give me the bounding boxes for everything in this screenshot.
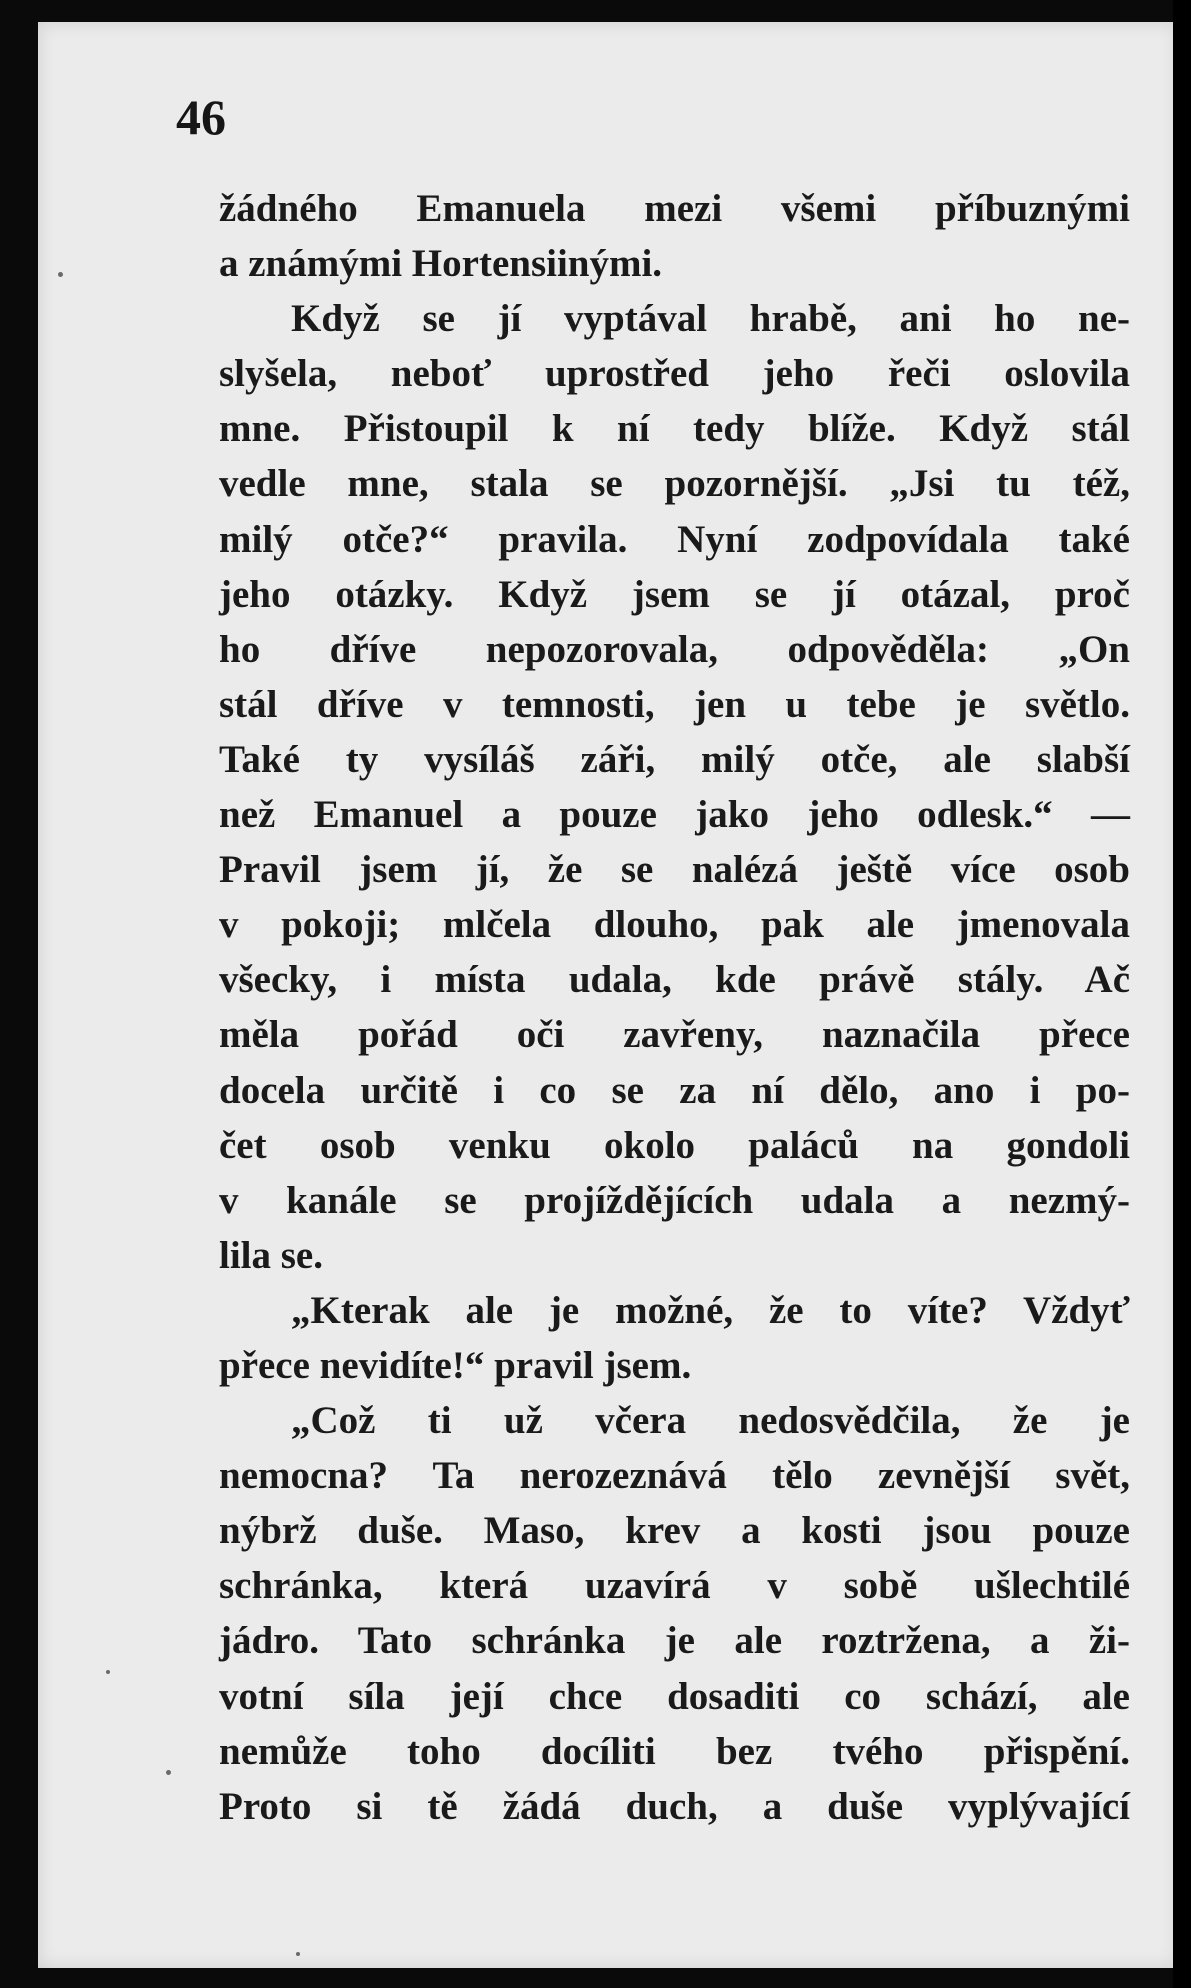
page-number: 46: [176, 89, 226, 145]
scan-speck: [106, 1670, 110, 1674]
text-line: lila se.: [219, 1233, 323, 1277]
body-text: [219, 181, 1130, 1834]
text-line: čet osob venku okolo paláců na gondoli: [219, 1123, 1130, 1167]
text-line: vedle mne, stala se pozornější. „Jsi tu též,: [219, 462, 1130, 506]
text-line: v kanále se projíždějících udala a nezmý-: [219, 1178, 1130, 1222]
text-line: než Emanuel a pouze jako jeho odlesk.“ —: [219, 793, 1130, 837]
scan-speck: [296, 1952, 300, 1956]
text-line: všecky, i místa udala, kde právě stály. Ač: [219, 958, 1130, 1002]
text-line: Proto si tě žádá duch, a duše vyplývající: [219, 1784, 1130, 1828]
text-line: a známými Hortensiinými.: [219, 242, 663, 286]
text-line: Také ty vysíláš záři, milý otče, ale slabší: [219, 737, 1130, 781]
text-line: stál dříve v temnosti, jen u tebe je světlo.: [219, 682, 1130, 726]
text-line: Pravil jsem jí, že se nalézá ještě více osob: [219, 848, 1130, 892]
text-line: jádro. Tato schránka je ale roztržena, a ži-: [219, 1619, 1130, 1663]
text-line: „Kterak ale je možné, že to víte? Vždyť: [291, 1288, 1130, 1332]
text-line: jeho otázky. Když jsem se jí otázal, proč: [219, 572, 1130, 616]
text-line: ho dříve nepozorovala, odpověděla: „On: [219, 627, 1130, 671]
text-line: žádného Emanuela mezi všemi příbuznými: [219, 187, 1130, 230]
text-line: v pokoji; mlčela dlouho, pak ale jmenovala: [219, 903, 1130, 947]
text-line: nemocna? Ta nerozeznává tělo zevnější svět,: [219, 1454, 1130, 1498]
text-line: „Což ti už včera nedosvědčila, že je: [291, 1399, 1130, 1443]
text-line: votní síla její chce dosaditi co schází, ale: [219, 1674, 1130, 1718]
scan-speck: [58, 272, 63, 277]
text-line: milý otče?“ pravila. Nyní zodpovídala také: [219, 517, 1130, 561]
scan-speck: [166, 1770, 171, 1775]
text-line: měla pořád oči zavřeny, naznačila přece: [219, 1013, 1130, 1057]
text-line: Když se jí vyptával hrabě, ani ho ne-: [291, 297, 1130, 341]
page-edge-shadow: [1173, 0, 1191, 1988]
text-line: docela určitě i co se za ní dělo, ano i po-: [219, 1068, 1130, 1112]
text-line: nýbrž duše. Maso, krev a kosti jsou pouze: [219, 1509, 1130, 1553]
text-line: schránka, která uzavírá v sobě ušlechtilé: [219, 1564, 1130, 1608]
text-line: mne. Přistoupil k ní tedy blíže. Když stál: [219, 407, 1130, 451]
text-line: slyšela, neboť uprostřed jeho řeči oslovila: [219, 352, 1130, 396]
text-line: přece nevidíte!“ pravil jsem.: [219, 1343, 692, 1387]
text-line: nemůže toho docíliti bez tvého přispění.: [219, 1729, 1130, 1773]
